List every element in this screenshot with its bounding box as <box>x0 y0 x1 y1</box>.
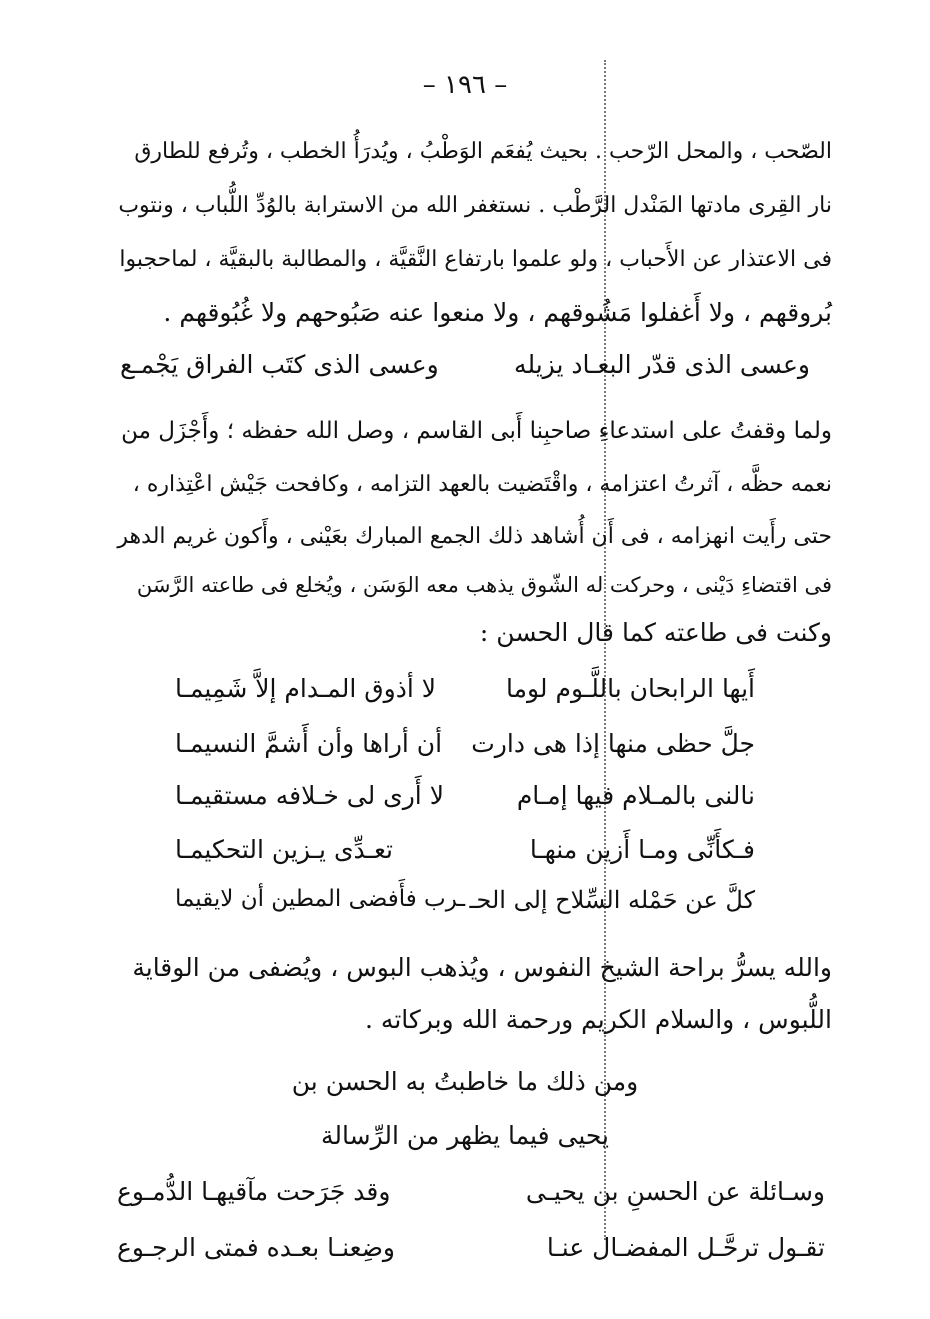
verse-second-hemistich: وقد جَرَحت مآقيهـا الدُّمـوع <box>117 1177 391 1206</box>
section-heading-line: يحيى فيما يظهر من الرِّسالة <box>321 1121 609 1150</box>
verse-second-hemistich: لا أذوق المـدام إلاَّ شَمِيمـا <box>175 674 437 703</box>
verse-first-hemistich: تقـول ترحَّـل المفضـال عنـا <box>546 1233 825 1262</box>
poem-intro-line: وكنت فى طاعته كما قال الحسن : <box>479 618 832 647</box>
verse-first-hemistich: نالنى بالمـلام فيها إمـام <box>516 781 755 810</box>
verse-second-hemistich: تعـدِّى يـزين التحكيمـا <box>175 835 393 864</box>
paragraph-line: الصّحب ، والمحل الرّحب . بحيث يُفعَم الوَطْبُ ، ويُدرَأُ الخطب ، وتُرفع للطارق <box>134 139 832 164</box>
section-heading-line: ومن ذلك ما خاطبتُ به الحسن بن <box>291 1067 639 1096</box>
verse-first-hemistich: أَيها الرابحان باللَّـوم لوما <box>506 674 755 703</box>
verse-first-hemistich: كلَّ عن حَمْله السِّلاح إلى الحـ <box>469 886 755 914</box>
poem-verse <box>175 674 755 714</box>
page-number: – ١٩٦ – <box>422 70 508 100</box>
paragraph-line: بُروقهم ، ولا أَغفلوا مَشُوقهم ، ولا منعوا عنه صَبُوحهم ولا غُبُوقهم . <box>163 298 832 327</box>
paragraph-line: نار القِرى مادتها المَنْدل الرَّطْب . نستغفر الله من الاسترابة بالوُدِّ اللُّباب ، ونتوب <box>118 193 832 218</box>
verse-first-hemistich: وسـائلة عن الحسنِ بن يحيـى <box>525 1177 825 1206</box>
verse-first-hemistich: وعسى الذى قدّر البعـاد يزيله <box>514 350 810 379</box>
poem-verse <box>175 886 755 926</box>
verse-second-hemistich: أن أراها وأن أَشمَّ النسيمـا <box>175 729 443 758</box>
poem-verse <box>175 781 755 821</box>
paragraph-line: فى الاعتذار عن الأَحباب ، ولو علموا بارتفاع النَّقيَّة ، والمطالبة بالبقيَّة ، لماحجبوا <box>119 247 832 272</box>
paragraph-line: ولما وقفتُ على استدعاءِ صاحبِنا أَبى القاسم ، وصل الله حفظه ؛ وأَجْزَل من <box>121 418 832 444</box>
paragraph-line: والله يسرُّ براحة الشيخ النفوس ، ويُذهب البوس ، ويُضفى من الوقاية <box>132 953 832 982</box>
paragraph-line: حتى رأَيت انهزامه ، فى أَن أُشاهد ذلك الجمع المبارك بعَيْنى ، وأَكون غريم الدهر <box>117 524 832 549</box>
poem-verse <box>175 835 755 875</box>
poem-verse <box>117 1233 825 1273</box>
page-fold-line <box>604 60 606 1240</box>
verse-second-hemistich: وعسى الذى كتَب الفراق يَجْمـع <box>120 350 439 379</box>
poem-verse <box>117 1177 825 1217</box>
verse-second-hemistich: ـرب فأَفضى المطين أن لايقيما <box>175 886 466 912</box>
verse-second-hemistich: وضِعنـا بعـده فمتى الرجـوع <box>117 1233 396 1262</box>
paragraph-line: اللُّبوس ، والسلام الكريم ورحمة الله وبركاته . <box>365 1005 832 1034</box>
paragraph-line: فى اقتضاءِ دَيْنى ، وحركت له الشّوق يذهب معه الوَسَن ، ويُخلع فى طاعته الرَّسَن <box>136 573 832 597</box>
verse-second-hemistich: لا أَرى لى خـلافه مستقيمـا <box>175 781 444 810</box>
poem-verse <box>175 729 755 769</box>
paragraph-line: نعمه حظَّه ، آثرتُ اعتزامه ، واقْتَضيت بالعهد التزامه ، وكافحت جَيْش اعْتِذاره ، <box>132 472 832 497</box>
verse-line <box>120 350 810 390</box>
verse-first-hemistich: فـكأَنِّى ومـا أَزين منهـا <box>529 835 755 864</box>
verse-first-hemistich: جلَّ حظى منها إذا هى دارت <box>471 729 755 758</box>
